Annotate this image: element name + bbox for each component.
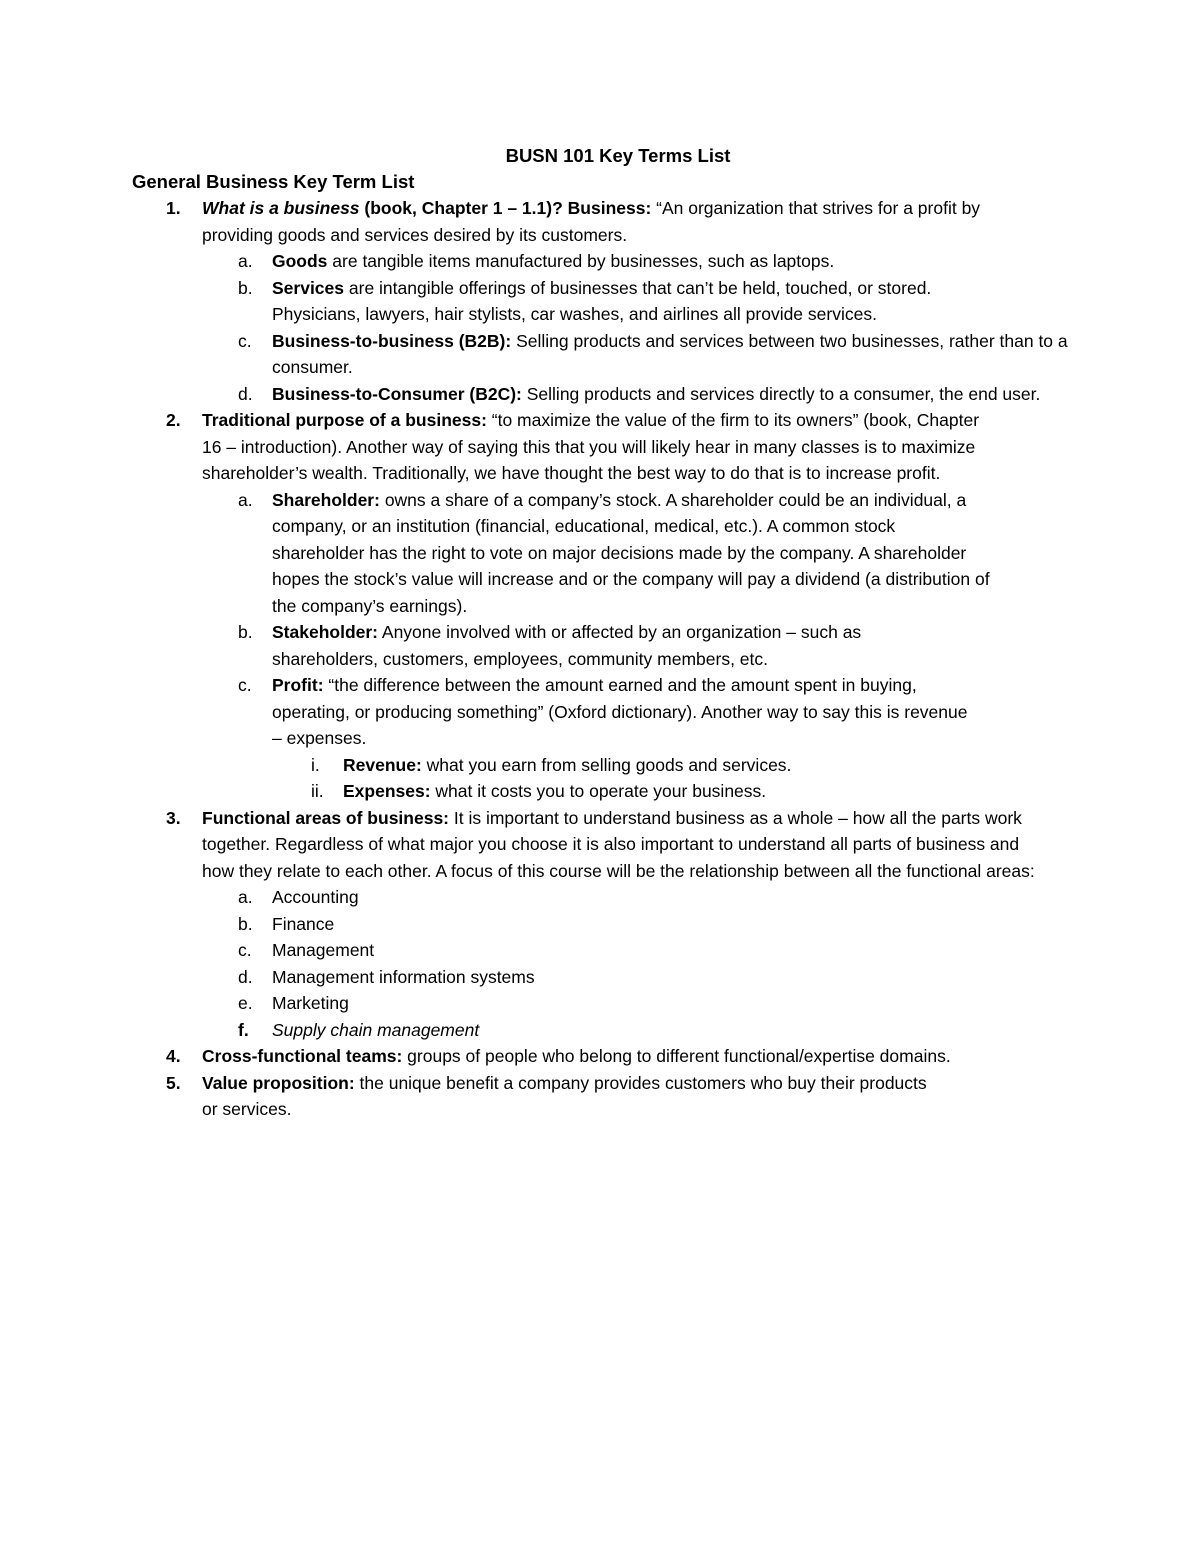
list-marker: i. xyxy=(311,754,320,775)
functional-area-label: Marketing xyxy=(272,993,349,1013)
term-what-is-a-business: What is a business xyxy=(202,198,360,218)
list-marker: b. xyxy=(238,913,253,934)
list-marker: 2. xyxy=(166,410,181,430)
list-marker: f. xyxy=(238,1019,249,1040)
list-item-value-proposition xyxy=(0,1070,947,1123)
definition-text: It is important to understand business as a whole – how all the parts work together. Regardless of what major you choose it is also important to understand all parts of business and how they relate to each other. A focus of this course will be the relationship between all the functional areas: xyxy=(202,807,1035,881)
list-item-cross-functional-teams xyxy=(0,1043,1102,1070)
definition-text: groups of people who belong to different functional/expertise domains. xyxy=(402,1046,951,1066)
term-stakeholder: Stakeholder: xyxy=(272,622,378,642)
sub-item-finance xyxy=(0,911,1072,938)
sub-item-profit xyxy=(0,672,982,752)
functional-area-label: Accounting xyxy=(272,887,359,907)
definition-text: are tangible items manufactured by businesses, such as laptops. xyxy=(327,251,835,271)
definition-text: Anyone involved with or affected by an organization – such as shareholders, customers, employees, community members, etc. xyxy=(272,622,862,669)
list-marker: 4. xyxy=(166,1046,181,1066)
definition-text: Selling products and services between two businesses, rather than to a consumer. xyxy=(272,330,1068,377)
sub-item-b2c xyxy=(0,381,1072,408)
definition-text: owns a share of a company’s stock. A shareholder could be an individual, a company, or an institution (financial, educational, medical, etc.). A common stock shareholder has the right to vote on major decisions made by the company. A shareholder hopes the stock’s value will increase and or the company will pay a dividend (a distribution of the company’s earnings). xyxy=(272,489,990,616)
sub-item-marketing xyxy=(0,990,1072,1017)
term-business-reference: (book, Chapter 1 – 1.1)? Business: xyxy=(359,198,652,218)
list-marker: b. xyxy=(238,622,253,642)
functional-area-label: Finance xyxy=(272,913,335,934)
term-traditional-purpose: Traditional purpose of a business: xyxy=(202,410,487,430)
list-marker: a. xyxy=(238,251,253,271)
list-marker: 3. xyxy=(166,807,181,828)
list-item-business xyxy=(0,195,1012,248)
functional-area-label: Management information systems xyxy=(272,966,535,987)
term-cross-functional-teams: Cross-functional teams: xyxy=(202,1046,403,1066)
list-marker: b. xyxy=(238,277,253,298)
list-marker: a. xyxy=(238,489,253,510)
list-marker: c. xyxy=(238,940,252,960)
term-b2c: Business-to-Consumer (B2C): xyxy=(272,383,522,404)
list-marker: 5. xyxy=(166,1072,181,1093)
sub-item-goods xyxy=(0,248,1072,275)
list-marker: e. xyxy=(238,993,253,1013)
sub-sub-item-revenue xyxy=(0,752,1043,779)
document-title: BUSN 101 Key Terms List xyxy=(505,145,731,166)
list-item-functional-areas xyxy=(0,805,1042,885)
sub-item-accounting xyxy=(0,884,1072,911)
sub-item-mis xyxy=(0,964,1072,991)
functional-area-label: Management xyxy=(272,940,375,960)
definition-text: what you earn from selling goods and services. xyxy=(421,754,792,775)
term-b2b: Business-to-business (B2B): xyxy=(272,330,512,351)
sub-sub-item-expenses xyxy=(0,778,1043,805)
list-marker: 1. xyxy=(166,198,181,218)
list-item-traditional-purpose xyxy=(0,407,992,487)
definition-text: are intangible offerings of businesses that can’t be held, touched, or stored. Physicians, lawyers, hair stylists, car washes, and airlines all provide services. xyxy=(272,277,932,324)
sub-item-services xyxy=(0,275,952,328)
definition-text: what it costs you to operate your business. xyxy=(430,781,767,801)
term-profit: Profit: xyxy=(272,675,324,695)
sub-item-supply-chain xyxy=(0,1017,1072,1044)
definition-text: “to maximize the value of the firm to its owners” (book, Chapter 16 – introduction). Another way of saying this that you will likely hear in many classes is to maximize shareholder’s wealth. Traditionally, we have thought the best way to do that is to increase profit. xyxy=(202,410,980,483)
definition-text: “the difference between the amount earned and the amount spent in buying, operating, or producing something” (Oxford dictionary). Another way to say this is revenue – expenses. xyxy=(272,675,968,748)
list-marker: c. xyxy=(238,330,252,351)
list-marker: d. xyxy=(238,383,253,404)
term-functional-areas: Functional areas of business: xyxy=(202,807,449,828)
functional-area-label: Supply chain management xyxy=(272,1019,480,1040)
sub-item-management xyxy=(0,937,1072,964)
sub-item-stakeholder xyxy=(0,619,952,672)
term-shareholder: Shareholder: xyxy=(272,489,380,510)
term-value-proposition: Value proposition: xyxy=(202,1072,355,1093)
definition-text: “An organization that strives for a profit by providing goods and services desired by its customers. xyxy=(202,198,981,245)
term-goods: Goods xyxy=(272,251,328,271)
term-expenses: Expenses: xyxy=(343,781,431,801)
list-marker: c. xyxy=(238,675,252,695)
section-heading: General Business Key Term List xyxy=(132,171,415,192)
sub-item-b2b xyxy=(0,328,1072,381)
sub-item-shareholder xyxy=(0,487,992,620)
list-marker: d. xyxy=(238,966,253,987)
definition-text: the unique benefit a company provides customers who buy their products or services. xyxy=(202,1072,927,1119)
list-marker: a. xyxy=(238,887,253,907)
key-terms-list xyxy=(0,195,1200,1123)
list-marker: ii. xyxy=(311,781,324,801)
term-revenue: Revenue: xyxy=(343,754,422,775)
definition-text: Selling products and services directly to a consumer, the end user. xyxy=(521,383,1041,404)
term-services: Services xyxy=(272,277,345,298)
